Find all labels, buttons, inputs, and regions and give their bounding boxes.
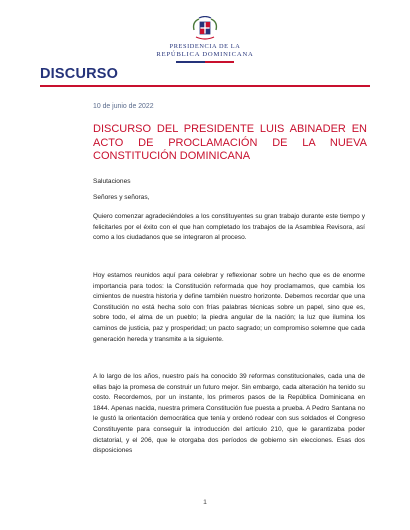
paragraph: Quiero comenzar agradeciéndoles a los constituyentes su gran trabajo durante este tiempo y felicitarles por el éxito con el que han completado los trabajos de la Asamblea Revisora, así como a los ciudadanos que se integraron al proceso.: [93, 213, 365, 242]
coat-of-arms-icon: [190, 16, 220, 42]
page-number: 1: [203, 499, 207, 506]
section-divider: [40, 85, 370, 87]
section-label: DISCURSO: [40, 66, 119, 82]
document-title: DISCURSO DEL PRESIDENTE LUIS ABINADER EN ACTO DE PROCLAMACIÓN DE LA NUEVA CONSTITUCIÓN DOMINICANA: [93, 123, 367, 162]
greeting: Salutaciones: [93, 178, 131, 185]
institution-line-2: REPÚBLICA DOMINICANA: [156, 51, 254, 58]
institution-line-1: PRESIDENCIA DE LA: [169, 43, 241, 50]
paragraph: Hoy estamos reunidos aquí para celebrar y reflexionar sobre un hecho que es de enorme importancia para todos: la Constitución reformada que hoy proclamamos, que cambia los cimientos de nuestra historia y define también nuestro horizonte. Debemos recordar que una Constitución no está hecha solo con frías palabras técnicas sobre un papel, sino que es, sobre todo, el alma de un pueblo; la piedra angular de la nación; la luz que ilumina los caminos de justicia, paz y prosperidad; un pacto sagrado; un compromiso solemne que cada generación hereda y transmite a la siguiente.: [93, 272, 365, 343]
institution-divider: [176, 61, 234, 63]
paragraph: A lo largo de los años, nuestro país ha conocido 39 reformas constitucionales, cada una de ellas bajo la promesa de construir un futuro mejor. Sin embargo, cada alteración ha tenido su costo. Recordemos, por un instante, los primeros pasos de la República Dominicana en 1844. Apenas nacida, nuestra primera Constitución fue puesta a prueba. A Pedro Santana no le gustó la orientación democrática que tenía y ordenó rodear con sus soldados el Congreso Constituyente para conseguir la introducción del artículo 210, que le garantizaba poder dictatorial, y el 206, que le otorgaba dos períodos de gobierno sin elecciones. Esas dos disposiciones: [93, 373, 365, 455]
document-date: 10 de junio de 2022: [93, 103, 154, 110]
salutation: Señores y señoras,: [93, 194, 150, 201]
